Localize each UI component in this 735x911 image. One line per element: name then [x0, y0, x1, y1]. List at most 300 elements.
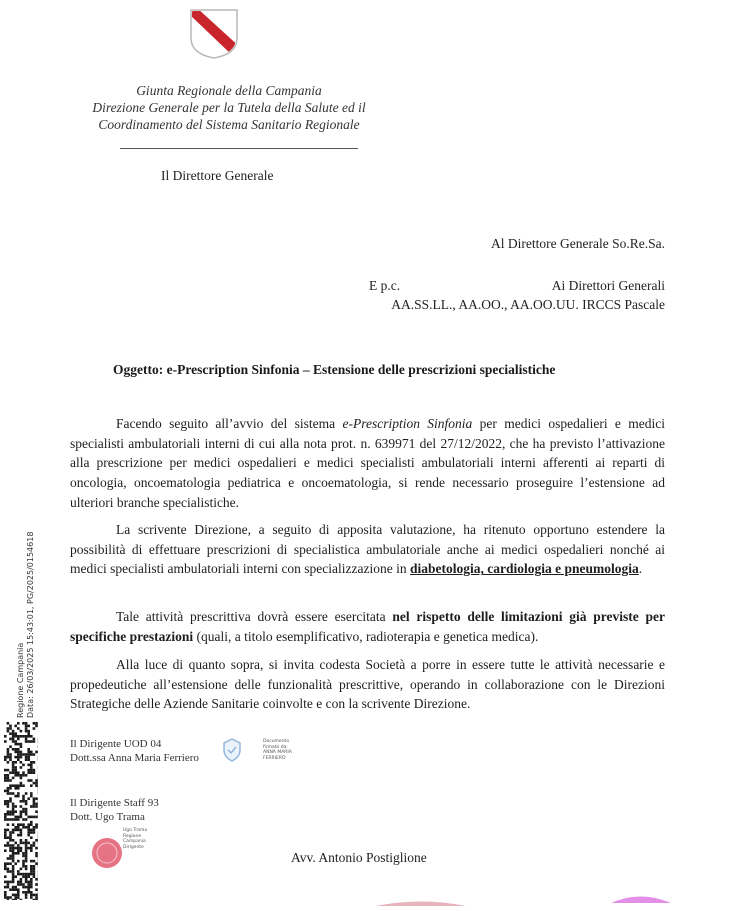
qr-module [30, 766, 33, 769]
qr-module [30, 761, 33, 764]
qr-module [20, 805, 23, 808]
qr-module [7, 800, 10, 803]
qr-module [4, 779, 7, 782]
qr-module [30, 816, 33, 819]
qr-module [22, 875, 25, 878]
qr-module [22, 860, 25, 863]
qr-module [33, 761, 36, 764]
qr-module [17, 818, 20, 821]
qr-code-strip [4, 722, 38, 900]
qr-module [14, 888, 17, 891]
qr-module [9, 810, 12, 813]
qr-module [17, 722, 20, 725]
qr-module [4, 865, 7, 868]
qr-module [14, 784, 17, 787]
qr-module [22, 808, 25, 811]
qr-module [33, 894, 36, 897]
qr-module [4, 891, 7, 894]
qr-module [25, 849, 28, 852]
qr-module [35, 888, 38, 891]
qr-module [30, 836, 33, 839]
qr-module [27, 888, 30, 891]
qr-module [9, 862, 12, 865]
qr-module [7, 777, 10, 780]
director-general-name: Avv. Antonio Postiglione [291, 850, 427, 866]
qr-module [27, 829, 30, 832]
qr-module [27, 735, 30, 738]
qr-module [20, 881, 23, 884]
qr-module [4, 862, 7, 865]
qr-module [7, 857, 10, 860]
qr-module [33, 771, 36, 774]
qr-module [30, 860, 33, 863]
qr-module [30, 844, 33, 847]
qr-module [30, 847, 33, 850]
qr-module [7, 842, 10, 845]
qr-module [22, 886, 25, 889]
qr-module [7, 829, 10, 832]
qr-module [22, 764, 25, 767]
qr-module [35, 883, 38, 886]
qr-module [9, 847, 12, 850]
qr-module [22, 826, 25, 829]
qr-module [4, 896, 7, 899]
qr-module [7, 769, 10, 772]
qr-module [14, 771, 17, 774]
qr-module [12, 732, 15, 735]
qr-module [22, 753, 25, 756]
qr-module [7, 881, 10, 884]
qr-module [9, 800, 12, 803]
qr-module [20, 849, 23, 852]
qr-module [12, 730, 15, 733]
qr-module [4, 800, 7, 803]
qr-module [33, 727, 36, 730]
qr-module [14, 766, 17, 769]
qr-module [20, 834, 23, 837]
qr-module [35, 797, 38, 800]
qr-module [4, 829, 7, 832]
qr-module [14, 875, 17, 878]
signatory-2-role: Il Dirigente Staff 93 [70, 796, 159, 810]
qr-module [14, 894, 17, 897]
qr-module [17, 792, 20, 795]
qr-module [9, 753, 12, 756]
qr-module [12, 839, 15, 842]
qr-module [12, 868, 15, 871]
qr-module [7, 868, 10, 871]
qr-module [33, 782, 36, 785]
qr-module [35, 810, 38, 813]
qr-module [4, 881, 7, 884]
qr-module [4, 818, 7, 821]
qr-module [22, 865, 25, 868]
qr-module [4, 816, 7, 819]
qr-module [33, 800, 36, 803]
qr-module [14, 847, 17, 850]
digital-signature-seal-icon [222, 738, 242, 762]
qr-module [4, 849, 7, 852]
qr-module [35, 826, 38, 829]
qr-module [30, 823, 33, 826]
qr-module [20, 784, 23, 787]
qr-module [7, 751, 10, 754]
qr-module [20, 782, 23, 785]
qr-module [14, 787, 17, 790]
qr-module [17, 738, 20, 741]
qr-module [33, 826, 36, 829]
specializations-highlight: diabetologia, cardiologia e pneumologia [410, 561, 639, 576]
qr-module [30, 769, 33, 772]
qr-module [20, 761, 23, 764]
qr-module [9, 818, 12, 821]
qr-module [20, 810, 23, 813]
qr-module [12, 829, 15, 832]
qr-module [22, 873, 25, 876]
qr-module [14, 769, 17, 772]
qr-module [27, 732, 30, 735]
qr-module [14, 842, 17, 845]
qr-module [33, 831, 36, 834]
qr-module [22, 810, 25, 813]
qr-module [17, 816, 20, 819]
qr-module [27, 886, 30, 889]
qr-module [25, 855, 28, 858]
qr-module [12, 873, 15, 876]
qr-module [7, 805, 10, 808]
header-line-3: Coordinamento del Sistema Sanitario Regionale [0, 116, 458, 133]
qr-module [9, 792, 12, 795]
qr-module [12, 771, 15, 774]
qr-module [27, 881, 30, 884]
qr-module [25, 852, 28, 855]
qr-module [27, 891, 30, 894]
qr-module [30, 894, 33, 897]
qr-module [12, 849, 15, 852]
qr-module [14, 829, 17, 832]
qr-module [9, 849, 12, 852]
qr-module [33, 868, 36, 871]
qr-module [22, 855, 25, 858]
qr-module [27, 797, 30, 800]
qr-module [12, 875, 15, 878]
qr-module [7, 727, 10, 730]
qr-module [17, 787, 20, 790]
qr-module [17, 756, 20, 759]
qr-module [27, 847, 30, 850]
qr-module [20, 735, 23, 738]
qr-module [17, 881, 20, 884]
qr-module [20, 756, 23, 759]
qr-module [25, 891, 28, 894]
qr-module [9, 771, 12, 774]
qr-module [12, 769, 15, 772]
qr-module [33, 753, 36, 756]
qr-module [9, 758, 12, 761]
qr-module [20, 743, 23, 746]
qr-module [17, 891, 20, 894]
qr-module [30, 805, 33, 808]
qr-module [20, 878, 23, 881]
qr-module [27, 771, 30, 774]
qr-module [17, 847, 20, 850]
qr-module [35, 805, 38, 808]
qr-module [14, 732, 17, 735]
qr-module [7, 803, 10, 806]
qr-module [17, 735, 20, 738]
qr-module [20, 823, 23, 826]
qr-module [27, 826, 30, 829]
qr-module [33, 842, 36, 845]
qr-module [9, 727, 12, 730]
qr-module [20, 730, 23, 733]
qr-module [33, 844, 36, 847]
qr-module [17, 849, 20, 852]
qr-module [17, 784, 20, 787]
qr-module [12, 855, 15, 858]
qr-module [9, 896, 12, 899]
qr-module [17, 795, 20, 798]
qr-module [7, 818, 10, 821]
qr-module [14, 735, 17, 738]
qr-module [9, 756, 12, 759]
qr-module [9, 784, 12, 787]
qr-module [20, 777, 23, 780]
qr-module [14, 805, 17, 808]
qr-module [35, 803, 38, 806]
qr-module [22, 862, 25, 865]
qr-module [22, 800, 25, 803]
qr-module [25, 857, 28, 860]
qr-module [17, 870, 20, 873]
qr-module [25, 894, 28, 897]
qr-module [27, 730, 30, 733]
qr-module [30, 870, 33, 873]
qr-module [20, 873, 23, 876]
qr-module [25, 878, 28, 881]
qr-module [12, 847, 15, 850]
qr-module [25, 725, 28, 728]
qr-module [7, 792, 10, 795]
qr-module [20, 839, 23, 842]
qr-module [25, 860, 28, 863]
qr-module [25, 803, 28, 806]
qr-module [12, 740, 15, 743]
qr-module [30, 740, 33, 743]
qr-module [27, 756, 30, 759]
qr-module [17, 844, 20, 847]
qr-module [17, 896, 20, 899]
qr-module [33, 875, 36, 878]
qr-module [20, 831, 23, 834]
qr-module [7, 756, 10, 759]
qr-module [30, 753, 33, 756]
qr-module [30, 878, 33, 881]
qr-module [12, 818, 15, 821]
qr-module [17, 888, 20, 891]
qr-module [25, 865, 28, 868]
qr-module [22, 735, 25, 738]
qr-module [14, 743, 17, 746]
qr-module [35, 862, 38, 865]
qr-module [27, 779, 30, 782]
footer-seal-mark [611, 890, 671, 900]
body-paragraph-2: La scrivente Direzione, a seguito di apposita valutazione, ha ritenuto opportuno estendere la possibilità di effettuare prescrizioni di specialistica ambulatoriale anche ai medici ospedalieri nonché ai medici specialisti ambulatoriali interni con specializzazione in diabetologia, cardiologia e pneumologia. [70, 520, 665, 579]
protocol-margin-text: Regione Campania Data: 26/03/2025 15:43:01, PG/2025/0154618 [16, 532, 36, 718]
qr-module [27, 875, 30, 878]
qr-module [25, 826, 28, 829]
qr-module [9, 732, 12, 735]
qr-module [35, 852, 38, 855]
qr-module [17, 771, 20, 774]
qr-module [30, 831, 33, 834]
qr-module [30, 881, 33, 884]
qr-module [12, 888, 15, 891]
qr-module [17, 894, 20, 897]
qr-module [33, 738, 36, 741]
system-name: e-Prescription Sinfonia [342, 416, 472, 431]
header-line-1: Giunta Regionale della Campania [0, 82, 458, 99]
qr-module [20, 753, 23, 756]
qr-module [27, 740, 30, 743]
qr-module [12, 805, 15, 808]
qr-module [12, 803, 15, 806]
qr-module [14, 826, 17, 829]
qr-module [4, 769, 7, 772]
qr-module [25, 873, 28, 876]
qr-module [25, 738, 28, 741]
qr-module [14, 725, 17, 728]
qr-module [27, 725, 30, 728]
qr-module [14, 810, 17, 813]
qr-module [12, 764, 15, 767]
qr-module [9, 813, 12, 816]
qr-module [14, 896, 17, 899]
qr-module [30, 849, 33, 852]
qr-module [4, 740, 7, 743]
qr-module [7, 779, 10, 782]
qr-module [12, 735, 15, 738]
qr-module [27, 883, 30, 886]
qr-module [25, 842, 28, 845]
qr-module [33, 860, 36, 863]
qr-module [27, 753, 30, 756]
qr-module [20, 883, 23, 886]
qr-module [12, 881, 15, 884]
qr-module [14, 852, 17, 855]
footer-mark [376, 893, 466, 900]
qr-module [14, 818, 17, 821]
body-paragraph-4: Alla luce di quanto sopra, si invita codesta Società a porre in essere tutte le attività necessarie e propedeutiche all’estensione delle funzionalità prescrittive, operando in collaborazione con le Direzioni Strategiche delle Aziende Sanitarie coinvolte e con la scrivente Direzione. [70, 655, 665, 714]
qr-module [33, 829, 36, 832]
qr-module [33, 816, 36, 819]
qr-module [25, 774, 28, 777]
signatory-1-name: Dott.ssa Anna Maria Ferriero [70, 751, 199, 765]
qr-module [22, 842, 25, 845]
qr-module [12, 860, 15, 863]
qr-module [22, 818, 25, 821]
qr-module [14, 756, 17, 759]
qr-module [9, 725, 12, 728]
qr-module [7, 844, 10, 847]
qr-module [17, 826, 20, 829]
qr-module [4, 735, 7, 738]
qr-module [9, 839, 12, 842]
qr-module [12, 808, 15, 811]
qr-module [7, 870, 10, 873]
qr-module [20, 842, 23, 845]
qr-module [12, 878, 15, 881]
qr-module [33, 740, 36, 743]
qr-module [35, 878, 38, 881]
qr-module [30, 865, 33, 868]
qr-module [9, 844, 12, 847]
qr-module [4, 875, 7, 878]
qr-module [4, 756, 7, 759]
qr-module [35, 823, 38, 826]
qr-module [4, 774, 7, 777]
qr-module [30, 896, 33, 899]
qr-module [35, 779, 38, 782]
qr-module [35, 725, 38, 728]
qr-module [35, 839, 38, 842]
qr-module [4, 777, 7, 780]
recipient-cc-list: AA.SS.LL., AA.OO., AA.OO.UU. IRCCS Pascale [391, 297, 665, 313]
qr-module [30, 735, 33, 738]
qr-module [22, 795, 25, 798]
qr-module [27, 823, 30, 826]
qr-module [22, 891, 25, 894]
qr-module [12, 852, 15, 855]
qr-module [12, 870, 15, 873]
qr-module [30, 829, 33, 832]
digital-signature-stamp-text: Documento firmato da: ANNA MARIA FERRIERO [263, 739, 309, 763]
qr-module [9, 834, 12, 837]
qr-module [25, 868, 28, 871]
qr-module [9, 738, 12, 741]
header-divider [120, 148, 358, 149]
qr-module [4, 813, 7, 816]
recipient-cc-to: Ai Direttori Generali [552, 278, 665, 294]
qr-module [17, 860, 20, 863]
qr-module [25, 722, 28, 725]
qr-module [9, 836, 12, 839]
qr-module [20, 829, 23, 832]
qr-module [12, 823, 15, 826]
qr-module [20, 751, 23, 754]
signature-stamp-text: Ugo Trama Regione Campania Dirigente [123, 828, 165, 872]
qr-module [27, 748, 30, 751]
qr-module [25, 813, 28, 816]
qr-module [12, 810, 15, 813]
qr-module [7, 761, 10, 764]
qr-module [12, 844, 15, 847]
qr-module [25, 727, 28, 730]
qr-module [4, 831, 7, 834]
qr-module [30, 886, 33, 889]
qr-module [30, 751, 33, 754]
qr-module [25, 896, 28, 899]
qr-module [27, 831, 30, 834]
qr-module [9, 779, 12, 782]
qr-module [30, 873, 33, 876]
qr-module [12, 865, 15, 868]
qr-module [7, 722, 10, 725]
sender-role: Il Direttore Generale [161, 168, 273, 184]
campania-region-logo-icon [189, 8, 239, 60]
qr-module [30, 764, 33, 767]
qr-module [20, 847, 23, 850]
